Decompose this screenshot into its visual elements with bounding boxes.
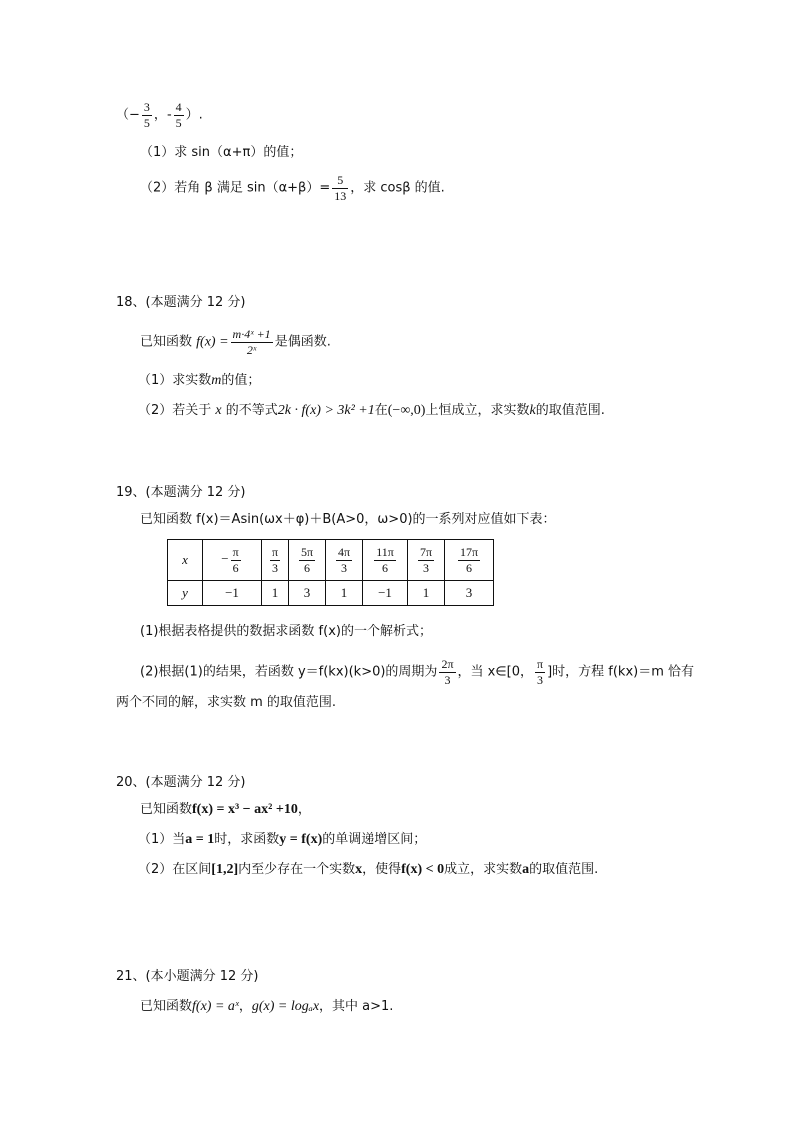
table-row bbox=[168, 581, 494, 606]
q17-point-y-fraction: $\frac{4}{5}$ bbox=[175, 100, 182, 130]
q19-part1: (1)根据表格提供的数据求函数 f(x)的一个解析式； bbox=[140, 624, 432, 639]
q17-point-x-fraction: $\frac{3}{5}$ bbox=[143, 100, 150, 130]
y-cell: 3 bbox=[289, 581, 326, 606]
y-cell: 3 bbox=[445, 581, 494, 606]
y-cell: −1 bbox=[203, 581, 262, 606]
x-cell: − $\frac{\pi}{6}$ bbox=[203, 540, 262, 581]
y-cell: −1 bbox=[363, 581, 408, 606]
q19-part2: (2)根据(1)的结果，若函数 y＝f(kx)(k>0)的周期为 $\frac{2\pi}{3}$ ，当 x∈[0， $\frac{\pi}{3}$ ]时，方程 f(kx)＝m 恰有 bbox=[140, 657, 695, 687]
y-label-cell: y bbox=[168, 581, 203, 606]
y-cell: 1 bbox=[262, 581, 289, 606]
q18-stem-fraction: $\frac{\text{m·4ˣ +1}}{\text{2ˣ}}$ bbox=[232, 327, 271, 357]
q21-stem: 已知函数f(x) = aˣ，g(x) = logₐx，其中 a>1. bbox=[140, 999, 394, 1014]
q17-part2-fraction: $\frac{5}{13}$ bbox=[334, 173, 347, 203]
x-label-cell: x bbox=[168, 540, 203, 581]
q18-part2: （2）若关于 x 的不等式2k · f(x) > 3k² +1在(−∞,0)上恒成立，求实数k的取值范围. bbox=[138, 403, 605, 418]
q19-part2-line2: 两个不同的解，求实数 m 的取值范围. bbox=[116, 695, 337, 710]
q17-point-line: （− $\frac{3}{5}$ ，- $\frac{4}{5}$ ）. bbox=[116, 100, 203, 130]
y-cell: 1 bbox=[326, 581, 363, 606]
q18-part1: （1）求实数m的值； bbox=[138, 373, 261, 388]
q21-header: 21、(本小题满分 12 分) bbox=[116, 969, 259, 984]
x-cell: $\frac{5\pi}{6}$ bbox=[289, 540, 326, 581]
q20-stem: 已知函数f(x) = x³ − ax² +10， bbox=[140, 802, 311, 817]
x-cell: $\frac{7\pi}{3}$ bbox=[408, 540, 445, 581]
q17-part2: （2）若角 β 满足 sin（α+β）= $\frac{5}{13}$ ，求 cosβ 的值. bbox=[140, 173, 445, 203]
q19-period-fraction: $\frac{2\pi}{3}$ bbox=[441, 657, 454, 687]
x-cell: $\frac{\pi}{3}$ bbox=[262, 540, 289, 581]
y-cell: 1 bbox=[408, 581, 445, 606]
q18-stem: 已知函数 f(x) = $\frac{\text{m·4ˣ +1}}{\text{2ˣ}}$ 是偶函数. bbox=[140, 327, 331, 357]
x-cell: $\frac{17\pi}{6}$ bbox=[445, 540, 494, 581]
q20-part1: （1）当a = 1时，求函数y = f(x)的单调递增区间； bbox=[138, 832, 427, 847]
table-row bbox=[168, 540, 494, 581]
q19-interval-fraction: $\frac{\pi}{3}$ bbox=[537, 657, 544, 687]
q19-stem: 已知函数 f(x)＝Asin(ωx＋φ)＋B(A>0，ω>0)的一系列对应值如下表： bbox=[140, 512, 556, 527]
q19-header: 19、(本题满分 12 分) bbox=[116, 485, 246, 500]
q19-value-table bbox=[167, 539, 494, 606]
q17-part1: （1）求 sin（α+π）的值； bbox=[140, 145, 303, 160]
q18-header: 18、(本题满分 12 分) bbox=[116, 295, 246, 310]
x-cell: $\frac{4\pi}{3}$ bbox=[326, 540, 363, 581]
x-cell: $\frac{11\pi}{6}$ bbox=[363, 540, 408, 581]
q20-part2: （2）在区间[1,2]内至少存在一个实数x，使得f(x) < 0成立，求实数a的取值范围. bbox=[138, 862, 599, 877]
q20-header: 20、(本题满分 12 分) bbox=[116, 775, 246, 790]
